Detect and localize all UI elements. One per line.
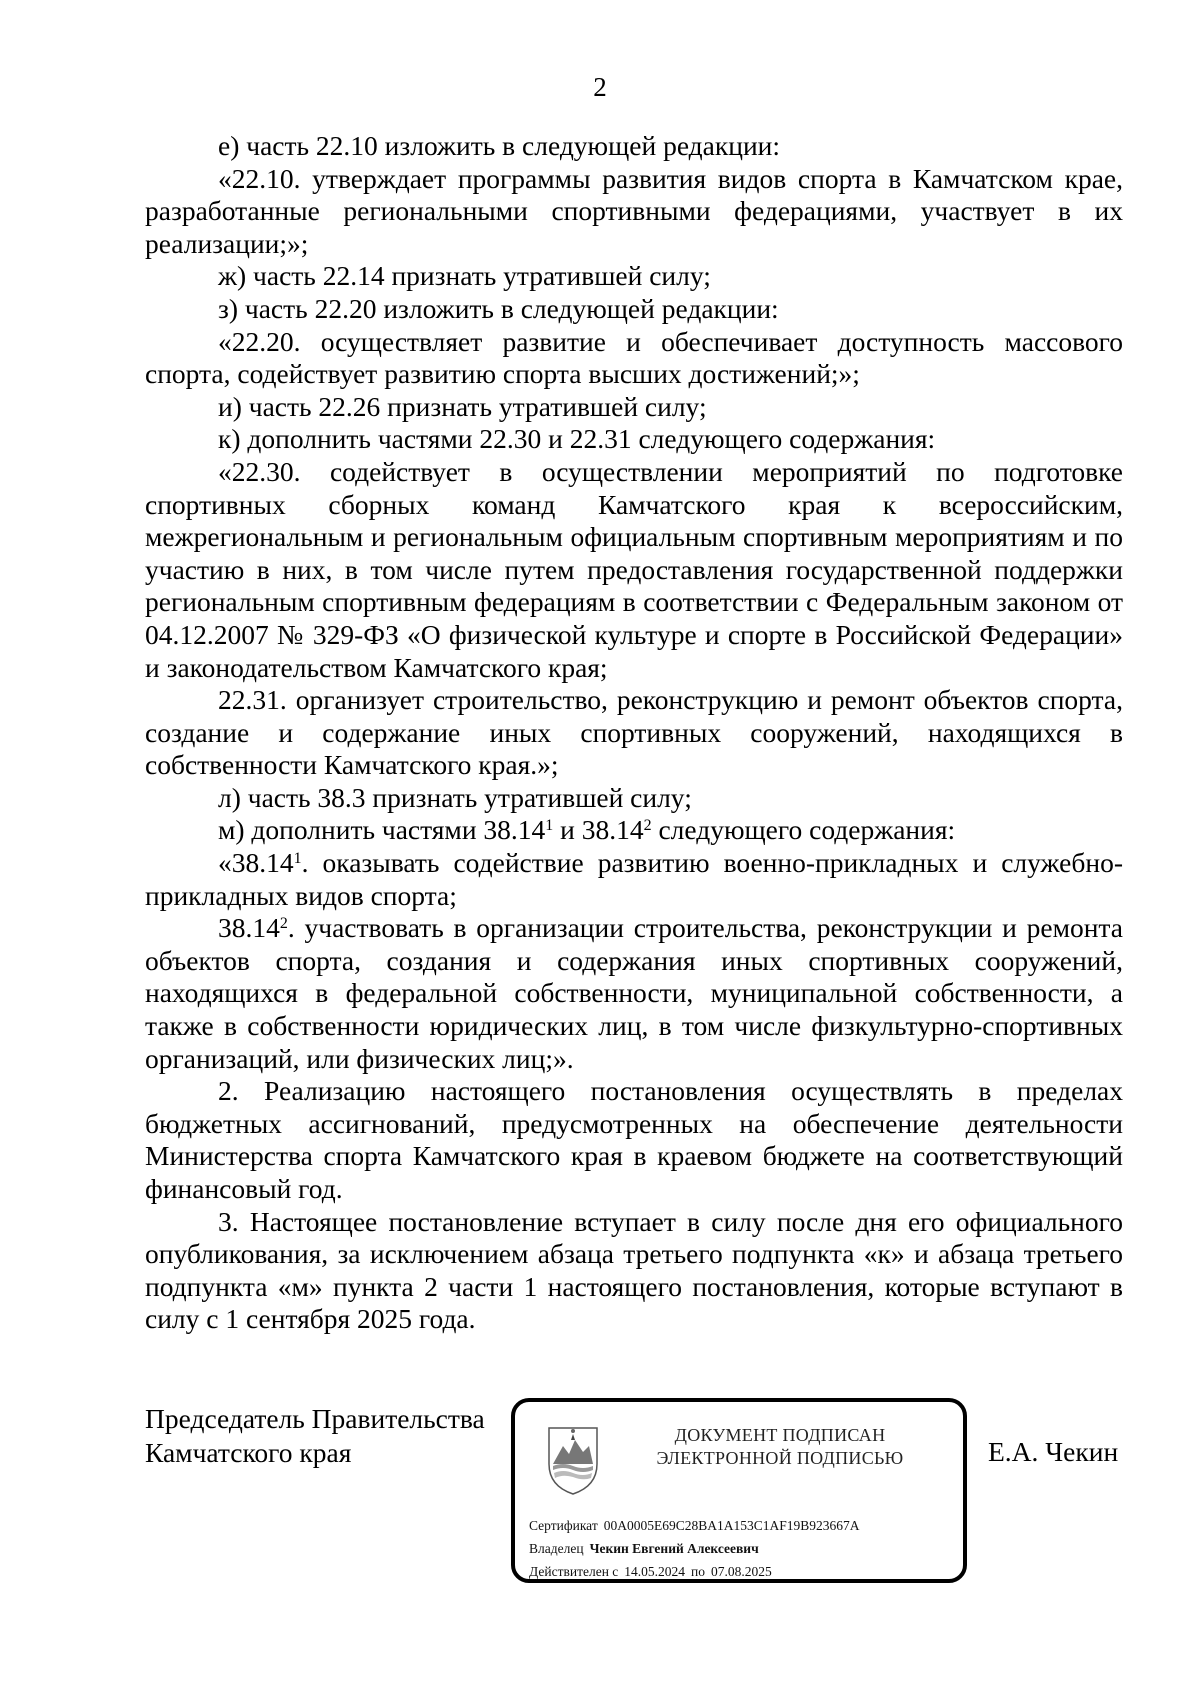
stamp-owner: Владелец Чекин Евгений Алексеевич: [529, 1541, 759, 1556]
paragraph-z: з) часть 22.20 изложить в следующей редакции:: [218, 292, 779, 324]
page-number: 2: [593, 72, 607, 102]
paragraph-38-14-2-text: 38.14$^2$. участвовать в организации строительства, реконструкции и ремонта объектов спорта, создания и содержания иных спортивных сооружений, находящихся в федеральной собственности, муниципальной собственности, а также в собственности юридических лиц, в том числе физкультурно-спортивных организаций, или физических лиц;».: [145, 912, 1123, 1074]
paragraph-22-30-text: «22.30. содействует в осуществлении мероприятий по подготовке спортивных сборных команд Камчатского края к всероссийским, межрегиональным и региональным официальным спортивным мероприятиям и по участию в них, в том числе путем предоставления государственной поддержки региональным спортивным федерациям в соответствии с Федеральным законом от 04.12.2007 № 329-ФЗ «О физической культуре и спорте в Российской Федерации» и законодательством Камчатского края;: [145, 455, 1123, 683]
paragraph-22-20-text: «22.20. осуществляет развитие и обеспечивает доступность массового спорта, содействует развитию спорта высших достижений;»;: [145, 325, 1123, 390]
stamp-details: [529, 1514, 860, 1583]
paragraph-22-10-text: «22.10. утверждает программы развития видов спорта в Камчатском крае, разработанные региональными спортивными федерациями, участвует в их реализации;»;: [145, 162, 1123, 259]
paragraph-22-31-text: 22.31. организует строительство, реконструкцию и ремонт объектов спорта, создание и содержание иных спортивных сооружений, находящихся в собственности Камчатского края.»;: [145, 684, 1123, 781]
stamp-validity: Действителен с 14.05.2024 по 07.08.2025: [529, 1564, 772, 1579]
document-body: [145, 130, 1123, 1336]
electronic-signature-stamp: [511, 1398, 967, 1583]
kamchatka-emblem-icon: [545, 1424, 601, 1496]
paragraph-2-implementation: 2. Реализацию настоящего постановления осуществлять в пределах бюджетных ассигнований, предусмотренных на обеспечение деятельности Министерства спорта Камчатского края в краевом бюджете на соответствующий финансовый год.: [145, 1075, 1123, 1204]
signer-position-line1: Председатель Правительства: [145, 1403, 485, 1434]
paragraph-zh: ж) часть 22.14 признать утратившей силу;: [218, 260, 711, 292]
stamp-certificate: Сертификат 00A0005E69C28BA1A153C1AF19B923667A: [529, 1518, 860, 1533]
signer-position-line2: Камчатского края: [145, 1437, 352, 1468]
signer-name: Е.А. Чекин: [988, 1436, 1119, 1467]
paragraph-i: и) часть 22.26 признать утратившей силу;: [218, 390, 707, 422]
stamp-heading: ДОКУМЕНТ ПОДПИСАН ЭЛЕКТРОННОЙ ПОДПИСЬЮ: [656, 1425, 904, 1468]
paragraph-38-14-1-text: «38.14$^1$. оказывать содействие развитию военно-прикладных и служебно-прикладных видов спорта;: [145, 847, 1123, 911]
paragraph-l: л) часть 38.3 признать утратившей силу;: [218, 781, 692, 813]
paragraph-m: м) дополнить частями 38.14$^1$ и 38.14$^2$ следующего содержания:: [218, 814, 956, 846]
paragraph-e: е) часть 22.10 изложить в следующей редакции:: [218, 130, 781, 161]
paragraph-3-effective-date: 3. Настоящее постановление вступает в силу после дня его официального опубликования, за исключением абзаца третьего подпункта «к» и абзаца третьего подпункта «м» пункта 2 части 1 настоящего постановления, которые вступают в силу с 1 сентября 2025 года.: [145, 1205, 1123, 1335]
signer-position: [145, 1402, 485, 1470]
paragraph-k: к) дополнить частями 22.30 и 22.31 следующего содержания:: [218, 423, 936, 455]
